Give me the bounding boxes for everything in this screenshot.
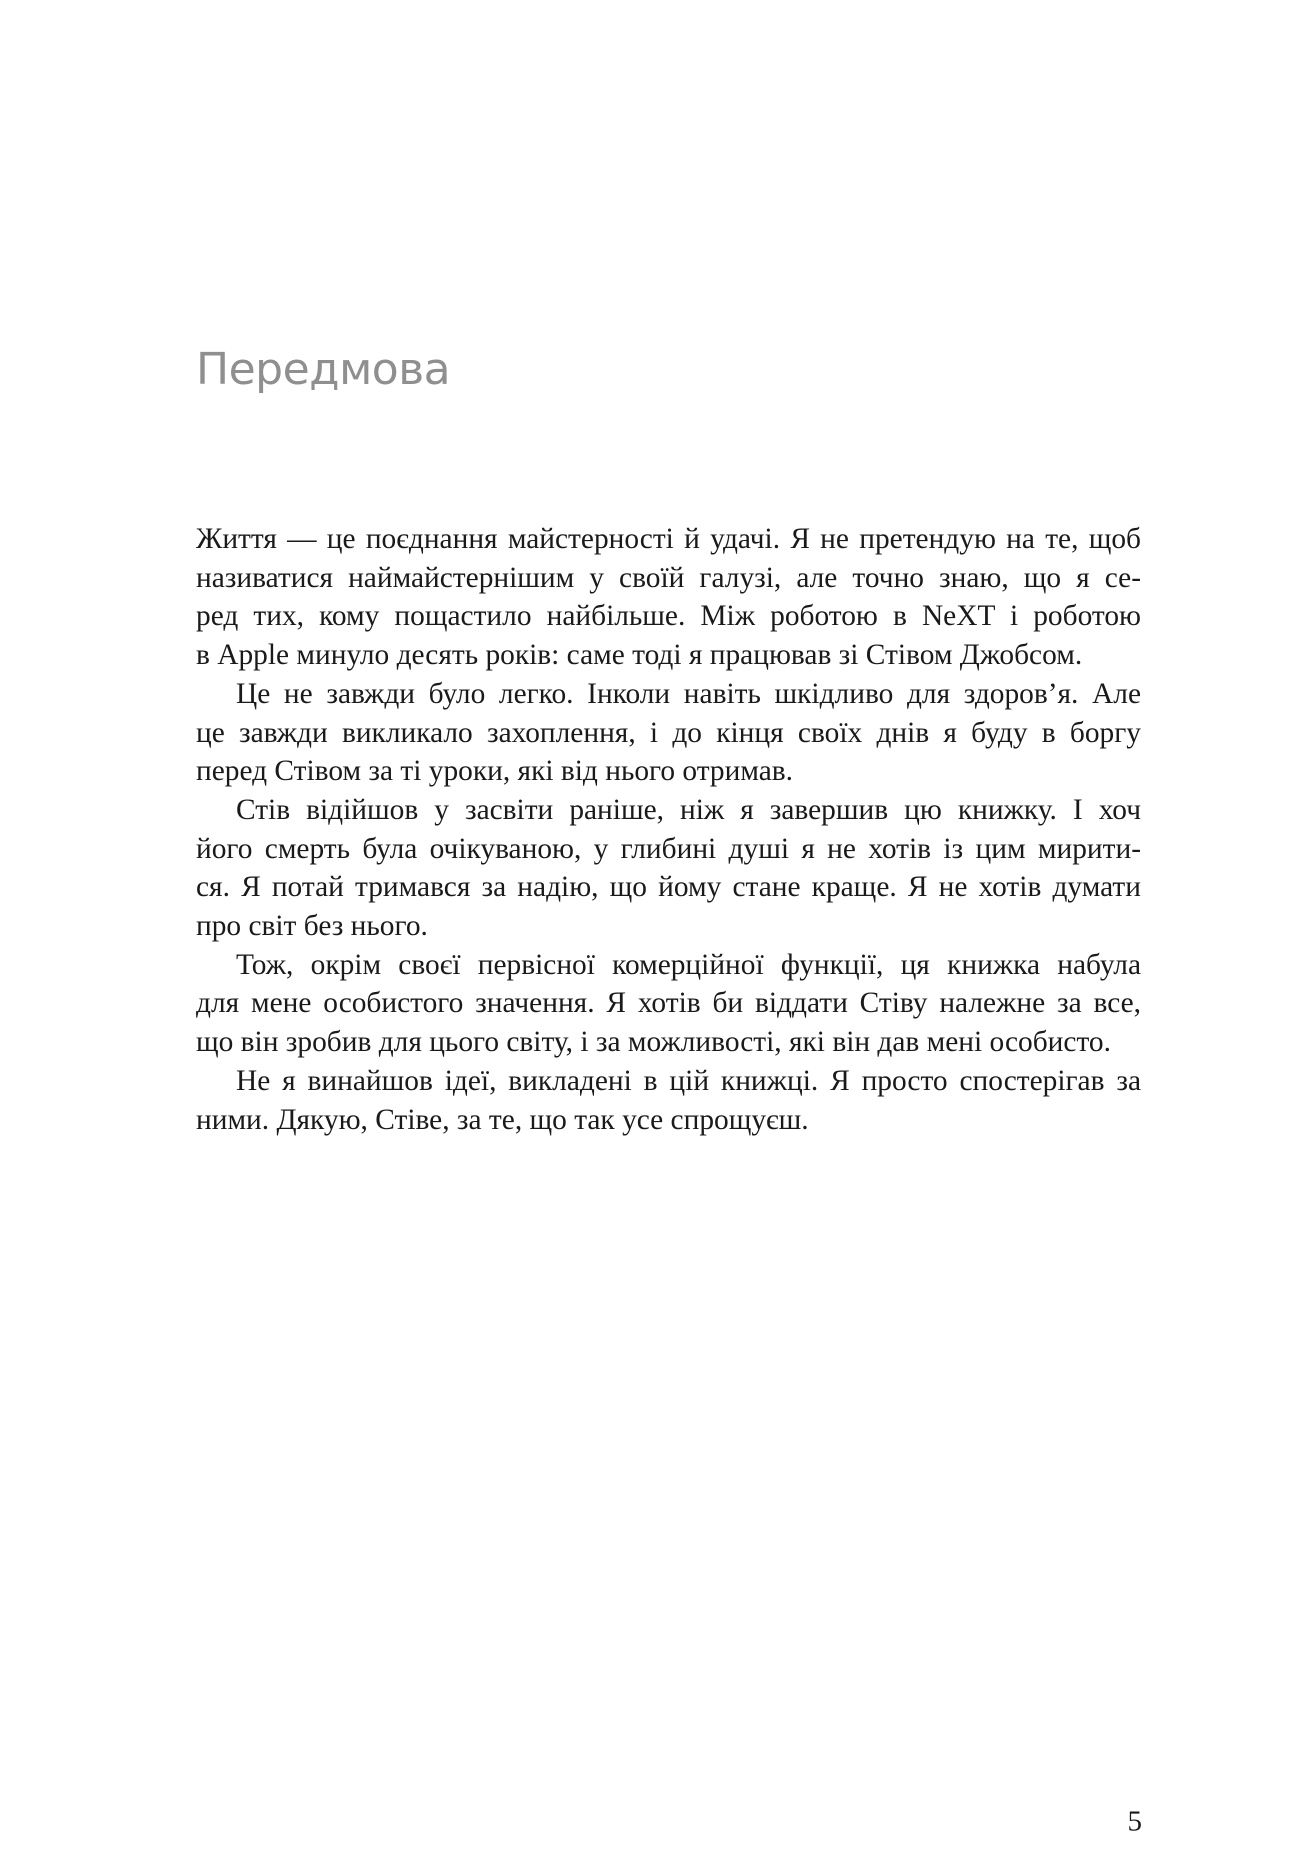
text-line: його смерть була очікуваною, у глибині душі я не хотів із цим мирити- — [196, 832, 1141, 865]
text-line: називатися наймайстернішим у своїй галузі, але точно знаю, що я се- — [196, 561, 1141, 594]
text-line: перед Стівом за ті уроки, які від нього отримав. — [196, 755, 794, 788]
text-line: про світ без нього. — [196, 910, 428, 943]
text-line: Не я винайшов ідеї, викладені в цій книжці. Я просто спостерігав за — [236, 1064, 1141, 1097]
text-line: це завжди викликало захоплення, і до кінця своїх днів я буду в боргу — [196, 716, 1141, 749]
text-line: Стів відійшов у засвіти раніше, ніж я завершив цю книжку. І хоч — [236, 793, 1141, 826]
text-line: в Apple минуло десять років: саме тоді я працював зі Стівом Джобсом. — [196, 639, 1083, 672]
text-line: ред тих, кому пощастило найбільше. Між роботою в NeXT і роботою — [196, 600, 1141, 633]
text-line: Життя — це поєднання майстерності й удачі. Я не претендую на те, щоб — [196, 523, 1141, 555]
body-text — [196, 520, 1141, 1139]
text-line: ся. Я потай тримався за надію, що йому стане краще. Я не хотів думати — [196, 871, 1141, 904]
text-line: ними. Дякую, Стіве, за те, що так усе спрощуєш. — [196, 1103, 809, 1136]
page-number: 5 — [1127, 1805, 1142, 1838]
text-line: що він зробив для цього світу, і за можливості, які він дав мені особисто. — [196, 1026, 1111, 1059]
text-line: Тож, окрім своєї первісної комерційної функції, ця книжка набула — [236, 948, 1141, 981]
chapter-title: Передмова — [196, 344, 451, 395]
text-line: для мене особистого значення. Я хотів би віддати Стіву належне за все, — [196, 987, 1141, 1020]
text-line: Це не завжди було легко. Інколи навіть шкідливо для здоров’я. Але — [236, 677, 1141, 710]
